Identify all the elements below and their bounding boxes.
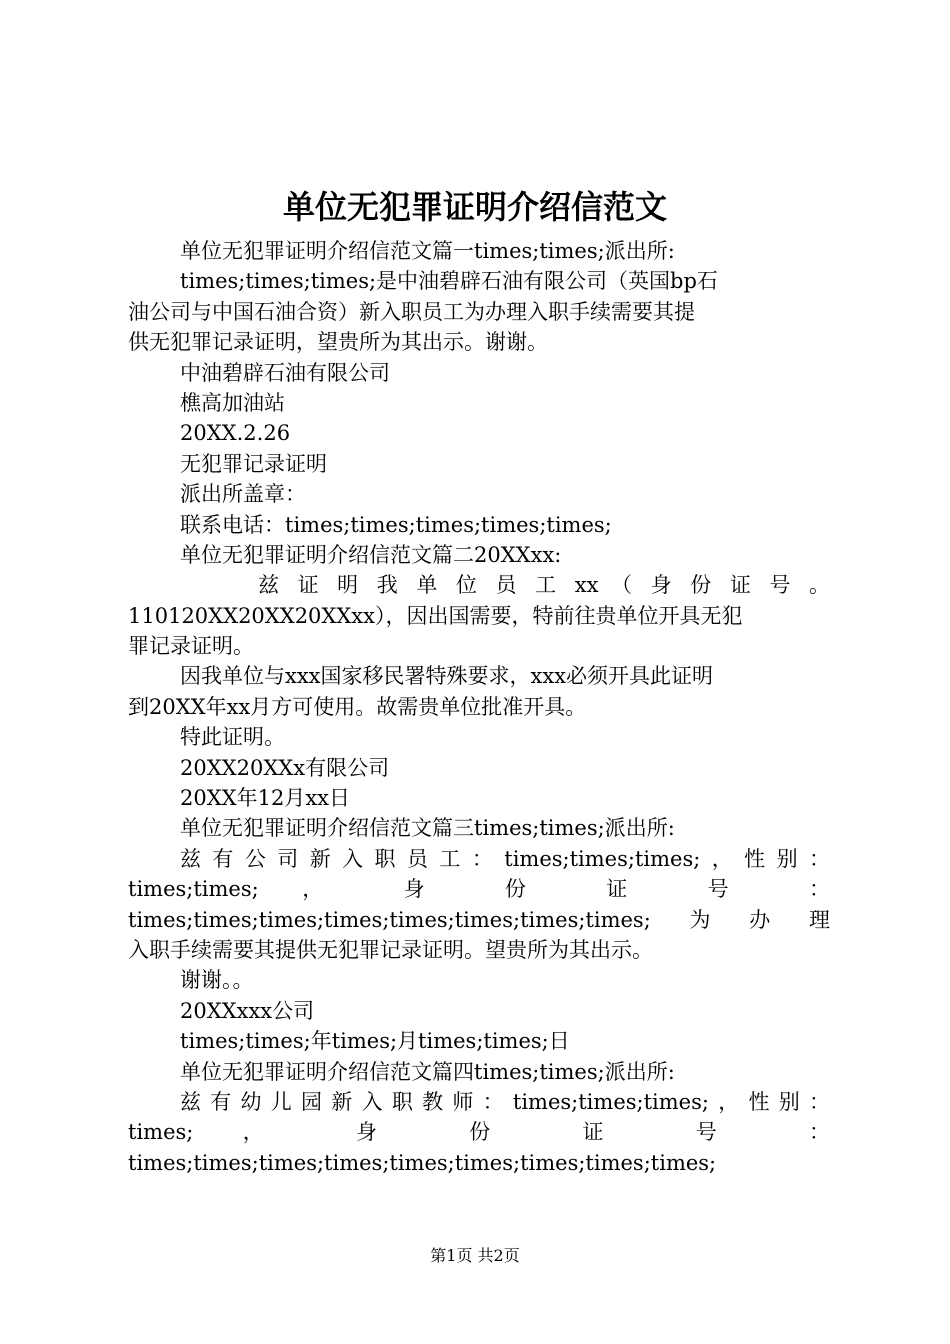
body-line: 樵高加油站 <box>180 390 285 415</box>
body-line: 特此证明。 <box>180 725 285 750</box>
body-line: 兹 证 明 我 单 位 员 工 xx （ 身 份 证 号 。 <box>258 573 830 598</box>
body-line: times;times;times;times;times;times;times;times;times; <box>128 1150 717 1175</box>
body-line: 因我单位与xxx国家移民署特殊要求，xxx必须开具此证明 <box>180 664 714 689</box>
document-title: 单位无犯罪证明介绍信范文 <box>282 188 667 226</box>
body-line: 油公司与中国石油合资）新入职员工为办理入职手续需要其提 <box>128 299 695 324</box>
body-line: 110120XX20XX20XXxx），因出国需要，特前往贵单位开具无犯 <box>128 603 743 628</box>
body-line: 单位无犯罪证明介绍信范文篇三times;times;派出所: <box>180 816 675 841</box>
body-line: times;times;times;times;times;times;times;times;为办理 <box>128 907 830 932</box>
body-line: 兹有公司新入职员工：times;times;times;，性别： <box>180 846 830 871</box>
body-line: 联系电话：times;times;times;times;times; <box>180 512 612 537</box>
body-line: times;times; ， 身 份 证 号 ： <box>128 877 830 902</box>
body-line: 谢谢。。 <box>180 968 254 993</box>
page-footer: 第1页 共2页 <box>430 1246 520 1265</box>
body-line: 单位无犯罪证明介绍信范文篇一times;times;派出所: <box>180 239 675 263</box>
body-line: 罪记录证明。 <box>128 634 254 659</box>
body-line: 无犯罪记录证明 <box>180 451 327 476</box>
body-line: 单位无犯罪证明介绍信范文篇四times;times;派出所: <box>180 1059 675 1084</box>
body-line: 20XXxxx公司 <box>180 998 315 1023</box>
body-line: 20XX.2.26 <box>180 421 291 446</box>
body-line: 中油碧辟石油有限公司 <box>180 360 390 385</box>
body-line: 兹有幼儿园新入职教师：times;times;times;，性别： <box>180 1089 830 1114</box>
body-line: 供无犯罪记录证明，望贵所为其出示。谢谢。 <box>128 330 548 355</box>
body-line: times;times;times;是中油碧辟石油有限公司（英国bp石 <box>180 269 718 294</box>
body-line: times; ， 身 份 证 号 ： <box>128 1120 830 1145</box>
body-line: 派出所盖章： <box>180 482 306 507</box>
body-line: 到20XX年xx月方可使用。故需贵单位批准开具。 <box>128 694 587 719</box>
body-line: 20XX20XXx有限公司 <box>180 755 390 780</box>
body-line: 单位无犯罪证明介绍信范文篇二20XXxx: <box>180 542 562 567</box>
body-line: 20XX年12月xx日 <box>180 786 351 811</box>
document-body <box>128 236 830 1178</box>
body-line: times;times;年times;月times;times;日 <box>180 1029 570 1054</box>
body-line: 入职手续需要其提供无犯罪记录证明。望贵所为其出示。 <box>128 937 653 962</box>
